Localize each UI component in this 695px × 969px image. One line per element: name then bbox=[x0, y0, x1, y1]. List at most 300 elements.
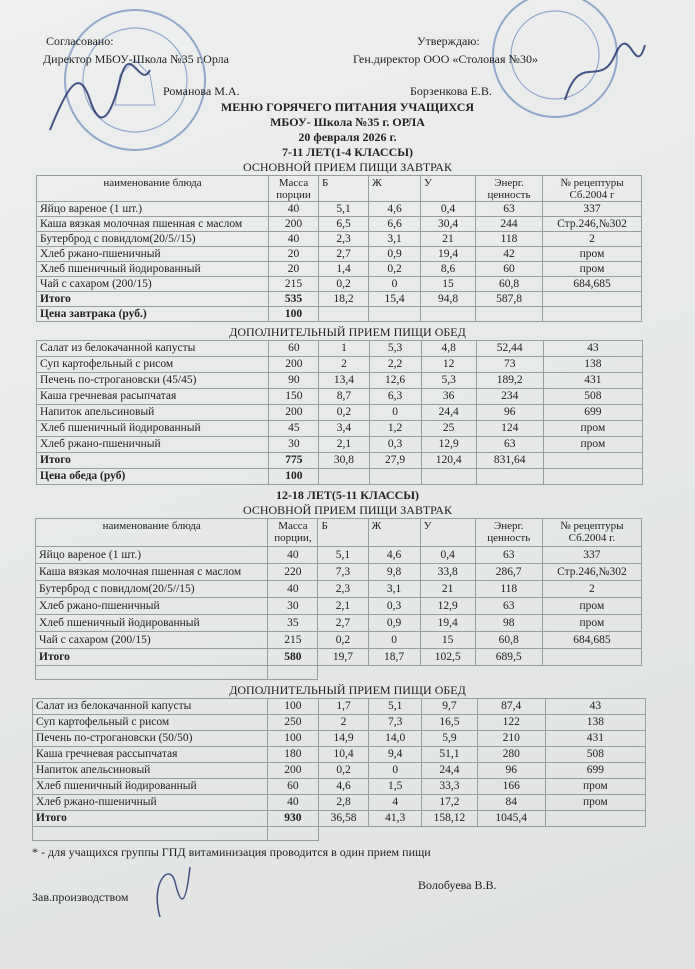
column-header: Масса порции bbox=[269, 176, 319, 202]
value-cell bbox=[369, 469, 421, 485]
value-cell: 5,1 bbox=[319, 202, 369, 217]
value-cell: 118 bbox=[475, 581, 542, 598]
table-row bbox=[37, 437, 643, 453]
value-cell: 90 bbox=[269, 373, 319, 389]
value-cell: 30 bbox=[268, 598, 318, 615]
production-head-role: Зав.производством bbox=[32, 890, 129, 904]
value-cell: пром bbox=[543, 247, 642, 262]
dish-name-cell: Хлеб пшеничный йодированный bbox=[33, 779, 268, 795]
value-cell: 200 bbox=[269, 217, 319, 232]
value-cell bbox=[421, 469, 476, 485]
value-cell: 930 bbox=[268, 811, 319, 827]
value-cell: 166 bbox=[477, 779, 545, 795]
value-cell: 2,8 bbox=[318, 795, 369, 811]
column-header: Ж bbox=[369, 176, 421, 202]
value-cell: 100 bbox=[268, 731, 319, 747]
value-cell: 40 bbox=[268, 547, 318, 564]
breakfast-table-7-11 bbox=[36, 175, 642, 322]
value-cell: 63 bbox=[475, 598, 542, 615]
value-cell: 6,3 bbox=[369, 389, 421, 405]
value-cell bbox=[543, 469, 642, 485]
value-cell: 18,7 bbox=[368, 649, 420, 666]
value-cell: 2,1 bbox=[319, 437, 369, 453]
value-cell: 2,3 bbox=[318, 581, 368, 598]
value-cell: 3,1 bbox=[368, 581, 420, 598]
value-cell: 189,2 bbox=[476, 373, 543, 389]
value-cell: 1 bbox=[319, 341, 369, 357]
table-row bbox=[37, 469, 643, 485]
value-cell: 7,3 bbox=[369, 715, 422, 731]
value-cell: 0 bbox=[369, 763, 422, 779]
value-cell: 102,5 bbox=[420, 649, 475, 666]
column-header: Б bbox=[319, 176, 369, 202]
value-cell: 18,2 bbox=[319, 292, 369, 307]
table-row bbox=[37, 232, 642, 247]
dish-name-cell: Бутерброд с повидлом(20/5//15) bbox=[36, 581, 268, 598]
value-cell bbox=[369, 307, 421, 322]
table-row bbox=[36, 615, 642, 632]
value-cell: 0,4 bbox=[420, 547, 475, 564]
value-cell: 234 bbox=[476, 389, 543, 405]
table-row bbox=[37, 341, 643, 357]
value-cell: 19,4 bbox=[421, 247, 476, 262]
value-cell: 15 bbox=[420, 632, 475, 649]
value-cell: 699 bbox=[545, 763, 645, 779]
dish-name-cell: Печень по-строгановски (50/50) bbox=[33, 731, 268, 747]
school-title: МБОУ- Школа №35 г. ОРЛА bbox=[270, 115, 425, 129]
value-cell: 684,685 bbox=[542, 632, 641, 649]
table-row bbox=[33, 763, 646, 779]
dish-name-cell: Итого bbox=[37, 292, 269, 307]
value-cell: 40 bbox=[268, 581, 318, 598]
empty-cell bbox=[36, 666, 268, 680]
value-cell: 2,7 bbox=[319, 247, 369, 262]
dish-name-cell: Каша вязкая молочная пшенная с маслом bbox=[36, 564, 268, 581]
footnote: * - для учащихся группы ГПД витаминизация проводится в один прием пищи bbox=[32, 845, 431, 859]
value-cell: 20 bbox=[269, 247, 319, 262]
table-row bbox=[33, 795, 646, 811]
dish-name-cell: Хлеб ржано-пшеничный bbox=[37, 437, 269, 453]
menu-title: МЕНЮ ГОРЯЧЕГО ПИТАНИЯ УЧАЩИХСЯ bbox=[220, 100, 475, 114]
value-cell: 30 bbox=[269, 437, 319, 453]
value-cell: 0 bbox=[369, 277, 421, 292]
dish-name-cell: Бутерброд с повидлом(20/5//15) bbox=[37, 232, 269, 247]
value-cell: 337 bbox=[542, 547, 641, 564]
value-cell: 535 bbox=[269, 292, 319, 307]
value-cell: 19,7 bbox=[318, 649, 368, 666]
value-cell: 12,9 bbox=[421, 437, 476, 453]
empty-row bbox=[36, 666, 642, 680]
section-breakfast-1: ОСНОВНОЙ ПРИЕМ ПИЩИ ЗАВТРАК bbox=[243, 160, 452, 174]
value-cell: 337 bbox=[543, 202, 642, 217]
value-cell: 5,9 bbox=[422, 731, 478, 747]
dish-name-cell: Чай с сахаром (200/15) bbox=[36, 632, 268, 649]
value-cell: 2 bbox=[542, 581, 641, 598]
value-cell: 100 bbox=[269, 307, 319, 322]
table-row bbox=[33, 779, 646, 795]
column-header: Энерг. ценность bbox=[476, 176, 543, 202]
value-cell: 587,8 bbox=[476, 292, 543, 307]
value-cell: 14,9 bbox=[318, 731, 369, 747]
column-header: У bbox=[421, 176, 476, 202]
empty-cell bbox=[268, 827, 319, 841]
value-cell: 0 bbox=[369, 405, 421, 421]
value-cell: 2 bbox=[543, 232, 642, 247]
section-lunch-1: ДОПОЛНИТЕЛЬНЫЙ ПРИЕМ ПИЩИ ОБЕД bbox=[229, 325, 466, 339]
value-cell: 215 bbox=[269, 277, 319, 292]
dish-name-cell: Напиток апельсиновый bbox=[33, 763, 268, 779]
table-row bbox=[37, 202, 642, 217]
value-cell: 98 bbox=[475, 615, 542, 632]
value-cell bbox=[545, 811, 645, 827]
value-cell: 4 bbox=[369, 795, 422, 811]
value-cell bbox=[476, 307, 543, 322]
value-cell: 63 bbox=[476, 437, 543, 453]
signature-production-head bbox=[145, 862, 195, 922]
value-cell: 45 bbox=[269, 421, 319, 437]
dish-name-cell: Салат из белокачанной капусты bbox=[33, 699, 268, 715]
value-cell: 40 bbox=[268, 795, 319, 811]
empty-cell bbox=[318, 827, 645, 841]
dish-name-cell: Хлеб ржано-пшеничный bbox=[37, 247, 269, 262]
value-cell: 0,3 bbox=[368, 598, 420, 615]
value-cell: 118 bbox=[476, 232, 543, 247]
value-cell: 280 bbox=[477, 747, 545, 763]
table-row bbox=[33, 731, 646, 747]
value-cell: 250 bbox=[268, 715, 319, 731]
value-cell: 0 bbox=[368, 632, 420, 649]
dish-name-cell: Итого bbox=[37, 453, 269, 469]
value-cell: 2,2 bbox=[369, 357, 421, 373]
breakfast-table-12-18 bbox=[35, 518, 642, 680]
value-cell: 5,1 bbox=[318, 547, 368, 564]
value-cell: 60,8 bbox=[476, 277, 543, 292]
value-cell: 52,44 bbox=[476, 341, 543, 357]
value-cell: 43 bbox=[543, 341, 642, 357]
value-cell: 100 bbox=[268, 699, 319, 715]
dish-name-cell: Салат из белокачанной капусты bbox=[37, 341, 269, 357]
value-cell: 580 bbox=[268, 649, 318, 666]
value-cell: 5,3 bbox=[421, 373, 476, 389]
value-cell: 5,3 bbox=[369, 341, 421, 357]
dish-name-cell: Суп картофельный с рисом bbox=[33, 715, 268, 731]
section-breakfast-2: ОСНОВНОЙ ПРИЕМ ПИЩИ ЗАВТРАК bbox=[243, 503, 452, 517]
table-row bbox=[33, 811, 646, 827]
value-cell bbox=[319, 307, 369, 322]
dish-name-cell: Хлеб ржано-пшеничный bbox=[33, 795, 268, 811]
value-cell: Стр.246,№302 bbox=[542, 564, 641, 581]
approve-label: Утверждаю: bbox=[417, 34, 480, 48]
value-cell: 12,6 bbox=[369, 373, 421, 389]
value-cell: 42 bbox=[476, 247, 543, 262]
empty-cell bbox=[33, 827, 268, 841]
value-cell: 33,8 bbox=[420, 564, 475, 581]
value-cell: 94,8 bbox=[421, 292, 476, 307]
dish-name-cell: Печень по-строгановски (45/45) bbox=[37, 373, 269, 389]
value-cell: пром bbox=[542, 598, 641, 615]
value-cell: 43 bbox=[545, 699, 645, 715]
value-cell: 1,7 bbox=[318, 699, 369, 715]
value-cell bbox=[542, 649, 641, 666]
value-cell: 2,3 bbox=[319, 232, 369, 247]
lunch-table-7-11 bbox=[36, 340, 643, 485]
value-cell bbox=[543, 307, 642, 322]
value-cell: 431 bbox=[545, 731, 645, 747]
table-row bbox=[36, 547, 642, 564]
director-title: Директор МБОУ-Школа №35 г.Орла bbox=[43, 52, 229, 66]
value-cell: пром bbox=[545, 779, 645, 795]
table-row bbox=[33, 715, 646, 731]
dish-name-cell: Хлеб пшеничный йодированный bbox=[37, 421, 269, 437]
value-cell: 60 bbox=[268, 779, 319, 795]
value-cell: пром bbox=[545, 795, 645, 811]
value-cell: 508 bbox=[545, 747, 645, 763]
dish-name-cell: Каша гречневая расыпчатая bbox=[37, 389, 269, 405]
table-row bbox=[37, 421, 643, 437]
dish-name-cell: Хлеб ржано-пшеничный bbox=[36, 598, 268, 615]
table-row bbox=[37, 307, 642, 322]
value-cell: 60 bbox=[476, 262, 543, 277]
value-cell: 431 bbox=[543, 373, 642, 389]
column-header: Масса порции, bbox=[268, 519, 318, 547]
value-cell: 36 bbox=[421, 389, 476, 405]
table-row bbox=[37, 292, 642, 307]
value-cell: 286,7 bbox=[475, 564, 542, 581]
value-cell: 2 bbox=[318, 715, 369, 731]
value-cell: 8,6 bbox=[421, 262, 476, 277]
value-cell: 4,6 bbox=[368, 547, 420, 564]
value-cell: 699 bbox=[543, 405, 642, 421]
value-cell: 1,5 bbox=[369, 779, 422, 795]
value-cell: 0,3 bbox=[369, 437, 421, 453]
value-cell: 138 bbox=[543, 357, 642, 373]
value-cell: 33,3 bbox=[422, 779, 478, 795]
director-name: Романова М.А. bbox=[163, 84, 240, 98]
value-cell: 5,1 bbox=[369, 699, 422, 715]
value-cell: 138 bbox=[545, 715, 645, 731]
value-cell: 35 bbox=[268, 615, 318, 632]
menu-body bbox=[0, 100, 695, 859]
dish-name-cell: Яйцо вареное (1 шт.) bbox=[36, 547, 268, 564]
lunch-table-12-18 bbox=[32, 698, 646, 841]
value-cell: 180 bbox=[268, 747, 319, 763]
value-cell: 200 bbox=[269, 405, 319, 421]
value-cell: 51,1 bbox=[422, 747, 478, 763]
column-header: наименование блюда bbox=[37, 176, 269, 202]
value-cell: 30,8 bbox=[319, 453, 369, 469]
table-row bbox=[37, 453, 643, 469]
table-header-row bbox=[37, 176, 642, 202]
empty-row bbox=[33, 827, 646, 841]
value-cell: 200 bbox=[269, 357, 319, 373]
value-cell: 831,64 bbox=[476, 453, 543, 469]
column-header: У bbox=[420, 519, 475, 547]
value-cell: 150 bbox=[269, 389, 319, 405]
dish-name-cell: Итого bbox=[33, 811, 268, 827]
empty-cell bbox=[318, 666, 642, 680]
agreed-label: Согласовано: bbox=[46, 34, 114, 48]
value-cell: 24,4 bbox=[421, 405, 476, 421]
gendir-title: Ген.директор ООО «Столовая №30» bbox=[353, 52, 538, 66]
value-cell bbox=[543, 453, 642, 469]
value-cell: 210 bbox=[477, 731, 545, 747]
table-row bbox=[37, 357, 643, 373]
value-cell: 0,2 bbox=[319, 405, 369, 421]
table-row bbox=[36, 649, 642, 666]
value-cell: 84 bbox=[477, 795, 545, 811]
dish-name-cell: Хлеб пшеничный йодированный bbox=[36, 615, 268, 632]
value-cell: 1,2 bbox=[369, 421, 421, 437]
dish-name-cell: Итого bbox=[36, 649, 268, 666]
value-cell: 3,1 bbox=[369, 232, 421, 247]
table-row bbox=[37, 262, 642, 277]
value-cell: 220 bbox=[268, 564, 318, 581]
dish-name-cell: Суп картофельный с рисом bbox=[37, 357, 269, 373]
production-head-name: Волобуева В.В. bbox=[418, 878, 497, 892]
value-cell: 96 bbox=[477, 763, 545, 779]
value-cell: 124 bbox=[476, 421, 543, 437]
column-header: № рецептуры Сб.2004 г bbox=[543, 176, 642, 202]
value-cell: 12,9 bbox=[420, 598, 475, 615]
dish-name-cell: Каша вязкая молочная пшенная с маслом bbox=[37, 217, 269, 232]
value-cell: 24,4 bbox=[422, 763, 478, 779]
value-cell: 4,6 bbox=[369, 202, 421, 217]
value-cell: 120,4 bbox=[421, 453, 476, 469]
dish-name-cell: Напиток апельсиновый bbox=[37, 405, 269, 421]
section-lunch-2: ДОПОЛНИТЕЛЬНЫЙ ПРИЕМ ПИЩИ ОБЕД bbox=[229, 683, 466, 697]
value-cell: 9,7 bbox=[422, 699, 478, 715]
value-cell: 0,4 bbox=[421, 202, 476, 217]
gendir-name: Борзенкова Е.В. bbox=[410, 84, 492, 98]
value-cell: 0,9 bbox=[368, 615, 420, 632]
dish-name-cell: Цена обеда (руб) bbox=[37, 469, 269, 485]
value-cell: 30,4 bbox=[421, 217, 476, 232]
value-cell: пром bbox=[543, 437, 642, 453]
value-cell bbox=[543, 292, 642, 307]
value-cell: 21 bbox=[420, 581, 475, 598]
value-cell: 2,1 bbox=[318, 598, 368, 615]
value-cell: 9,4 bbox=[369, 747, 422, 763]
value-cell: 4,6 bbox=[318, 779, 369, 795]
value-cell: 7,3 bbox=[318, 564, 368, 581]
value-cell: пром bbox=[542, 615, 641, 632]
dish-name-cell: Каша гречневая рассыпчатая bbox=[33, 747, 268, 763]
column-header: Б bbox=[318, 519, 368, 547]
value-cell: 13,4 bbox=[319, 373, 369, 389]
value-cell: 63 bbox=[475, 547, 542, 564]
value-cell: 1,4 bbox=[319, 262, 369, 277]
dish-name-cell: Яйцо вареное (1 шт.) bbox=[37, 202, 269, 217]
value-cell: 0,2 bbox=[369, 262, 421, 277]
table-row bbox=[33, 699, 646, 715]
table-row bbox=[37, 277, 642, 292]
column-header: Энерг. ценность bbox=[475, 519, 542, 547]
value-cell: 2 bbox=[319, 357, 369, 373]
table-row bbox=[36, 581, 642, 598]
value-cell: 775 bbox=[269, 453, 319, 469]
value-cell: 6,6 bbox=[369, 217, 421, 232]
table-row bbox=[37, 247, 642, 262]
value-cell: 40 bbox=[269, 232, 319, 247]
column-header: наименование блюда bbox=[36, 519, 268, 547]
value-cell: пром bbox=[543, 262, 642, 277]
dish-name-cell: Цена завтрака (руб.) bbox=[37, 307, 269, 322]
value-cell: 244 bbox=[476, 217, 543, 232]
value-cell: 158,12 bbox=[422, 811, 478, 827]
value-cell: 122 bbox=[477, 715, 545, 731]
table-row bbox=[36, 632, 642, 649]
value-cell: пром bbox=[543, 421, 642, 437]
value-cell: 36,58 bbox=[318, 811, 369, 827]
value-cell: 21 bbox=[421, 232, 476, 247]
value-cell: 19,4 bbox=[420, 615, 475, 632]
value-cell: 60 bbox=[269, 341, 319, 357]
value-cell: 215 bbox=[268, 632, 318, 649]
value-cell: 0,9 bbox=[369, 247, 421, 262]
table-header-row bbox=[36, 519, 642, 547]
value-cell: 10,4 bbox=[318, 747, 369, 763]
value-cell: 73 bbox=[476, 357, 543, 373]
value-cell: 3,4 bbox=[319, 421, 369, 437]
value-cell: 15,4 bbox=[369, 292, 421, 307]
value-cell: Стр.246,№302 bbox=[543, 217, 642, 232]
table-row bbox=[37, 405, 643, 421]
value-cell bbox=[319, 469, 369, 485]
column-header: Ж bbox=[368, 519, 420, 547]
value-cell: 20 bbox=[269, 262, 319, 277]
value-cell: 9,8 bbox=[368, 564, 420, 581]
table-row bbox=[37, 389, 643, 405]
table-row bbox=[36, 564, 642, 581]
value-cell: 0,2 bbox=[318, 632, 368, 649]
value-cell: 6,5 bbox=[319, 217, 369, 232]
table-row bbox=[33, 747, 646, 763]
value-cell: 96 bbox=[476, 405, 543, 421]
value-cell: 200 bbox=[268, 763, 319, 779]
value-cell: 4,8 bbox=[421, 341, 476, 357]
value-cell: 684,685 bbox=[543, 277, 642, 292]
value-cell: 100 bbox=[269, 469, 319, 485]
value-cell: 14,0 bbox=[369, 731, 422, 747]
value-cell: 12 bbox=[421, 357, 476, 373]
table-row bbox=[37, 217, 642, 232]
value-cell: 87,4 bbox=[477, 699, 545, 715]
value-cell: 15 bbox=[421, 277, 476, 292]
value-cell: 2,7 bbox=[318, 615, 368, 632]
value-cell: 8,7 bbox=[319, 389, 369, 405]
age-group-1: 7-11 ЛЕТ(1-4 КЛАССЫ) bbox=[281, 145, 414, 159]
table-row bbox=[37, 373, 643, 389]
value-cell: 0,2 bbox=[318, 763, 369, 779]
value-cell: 0,2 bbox=[319, 277, 369, 292]
value-cell: 17,2 bbox=[422, 795, 478, 811]
value-cell: 63 bbox=[476, 202, 543, 217]
dish-name-cell: Чай с сахаром (200/15) bbox=[37, 277, 269, 292]
empty-cell bbox=[268, 666, 318, 680]
value-cell: 60,8 bbox=[475, 632, 542, 649]
value-cell: 40 bbox=[269, 202, 319, 217]
value-cell: 689,5 bbox=[475, 649, 542, 666]
value-cell: 508 bbox=[543, 389, 642, 405]
column-header: № рецептуры Сб.2004 г. bbox=[542, 519, 641, 547]
value-cell: 25 bbox=[421, 421, 476, 437]
value-cell bbox=[476, 469, 543, 485]
dish-name-cell: Хлеб пшеничный йодированный bbox=[37, 262, 269, 277]
value-cell: 27,9 bbox=[369, 453, 421, 469]
menu-date: 20 февраля 2026 г. bbox=[298, 130, 397, 144]
value-cell: 16,5 bbox=[422, 715, 478, 731]
value-cell bbox=[421, 307, 476, 322]
